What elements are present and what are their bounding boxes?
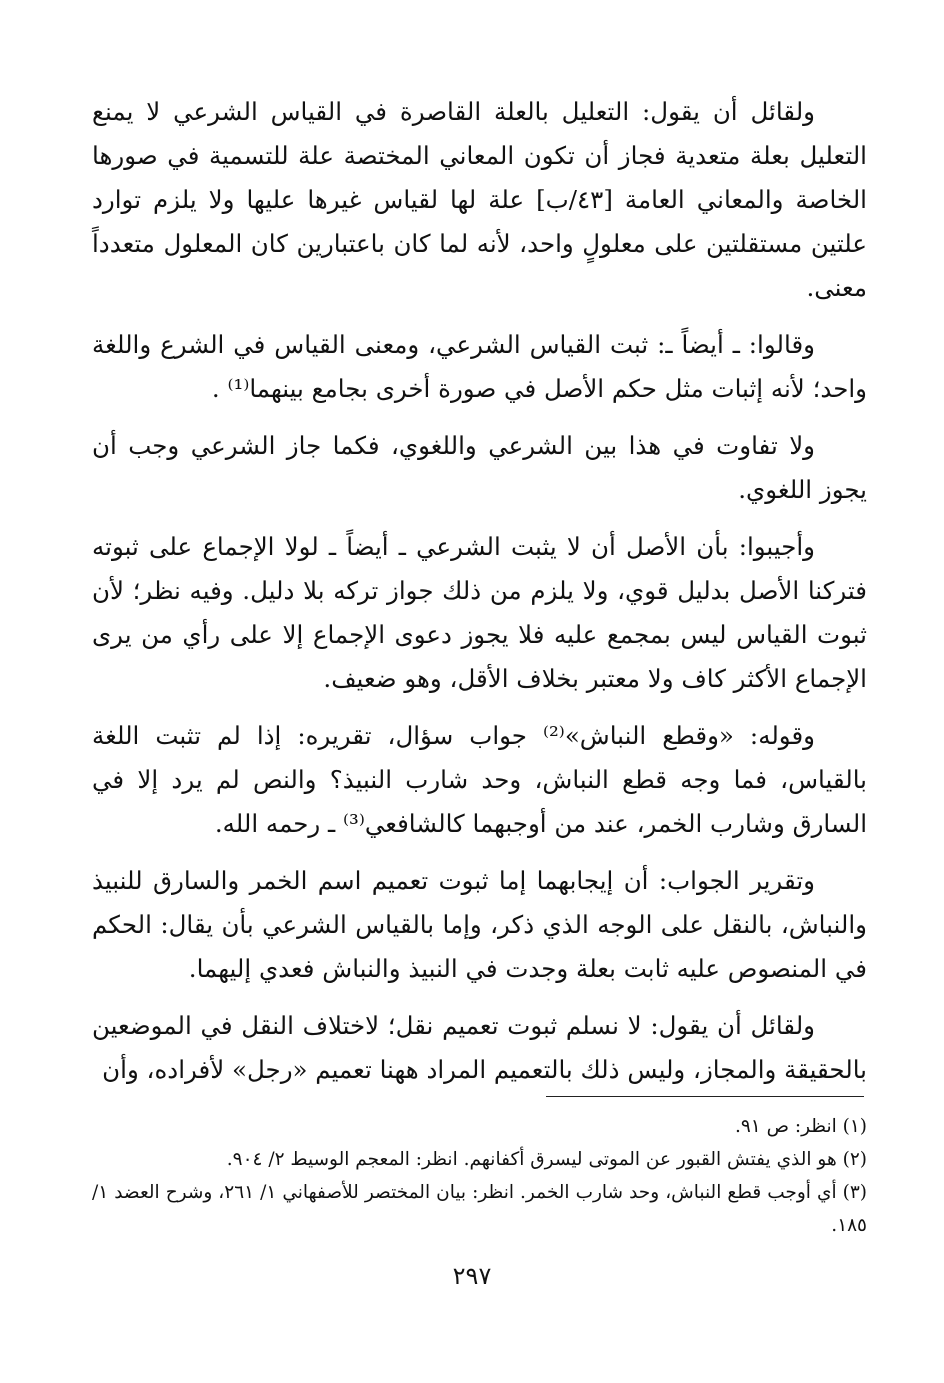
footnote-1: (١) انظر: ص ٩١. [734,1116,867,1137]
page-number: ٢٩٧ [452,1262,492,1290]
paragraph: ولقائل أن يقول: التعليل بالعلة القاصرة في القياس الشرعي لا يمنع التعليل بعلة متعدية فجاز أن تكون المعاني المختصة علة للتسمية في صورها الخاصة والمعاني العامة [٤٣/ب] علة لها لقياس غيرها عليها ولا يلزم توارد علتين مستقلتين على معلولٍ واحد، لأنه لما كان باعتبارين كان المعلول متعدداً معنى. [92,97,867,302]
paragraph: وتقرير الجواب: أن إيجابهما إما ثبوت تعميم اسم الخمر والسارق للنبيذ والنباش، بالنقل على الوجه الذي ذكر، وإما بالقياس الشرعي بأن يقال: الحكم في المنصوص عليه ثابت بعلة وجدت في النبيذ والنباش فعدي إليهما. [92,866,867,983]
paragraph: ولقائل أن يقول: لا نسلم ثبوت تعميم نقل؛ لاختلاف النقل في الموضعين بالحقيقة والمجاز، وليس ذلك بالتعميم المراد ههنا تعميم «رجل» لأفراده، وأن [92,1011,867,1084]
paragraph: وأجيبوا: بأن الأصل أن لا يثبت الشرعي ـ أيضاً ـ لولا الإجماع على ثبوته فتركنا الأصل بدليل قوي، ولا يلزم من ذلك جواز تركه بلا دليل. وفيه نظر؛ لأن ثبوت القياس ليس بمجمع عليه فلا يجوز دعوى الإجماع إلا على رأي من يرى الإجماع الأكثر كاف ولا معتبر بخلاف الأقل، وهو ضعيف. [92,532,867,693]
paragraph: وقوله: «وقطع النباش»⁽²⁾ جواب سؤال، تقريره: إذا لم تثبت اللغة بالقياس، فما وجه قطع النباش، وحد شارب النبيذ؟ والنص لم يرد إلا في السارق وشارب الخمر، عند من أوجبهما كالشافعي⁽³⁾ ـ رحمه الله. [92,721,867,838]
footnote-2: (٢) هو الذي يفتش القبور عن الموتى ليسرق أكفانهم. انظر: المعجم الوسيط ٢/ ٩٠٤. [226,1149,867,1170]
main-text [92,90,867,1105]
footnotes [92,1110,867,1242]
paragraph: وقالوا: ـ أيضاً ـ: ثبت القياس الشرعي، ومعنى القياس في الشرع واللغة واحد؛ لأنه إثبات مثل حكم الأصل في صورة أخرى بجامع بينهما⁽¹⁾ . [92,330,867,403]
footnote-3: (٣) أي أوجب قطع النباش، وحد شارب الخمر. انظر: بيان المختصر للأصفهاني ١/ ٢٦١، وشرح العضد ١/ ١٨٥. [92,1182,867,1236]
footnote-separator [546,1096,864,1097]
paragraph: ولا تفاوت في هذا بين الشرعي واللغوي، فكما جاز الشرعي وجب أن يجوز اللغوي. [92,431,867,504]
